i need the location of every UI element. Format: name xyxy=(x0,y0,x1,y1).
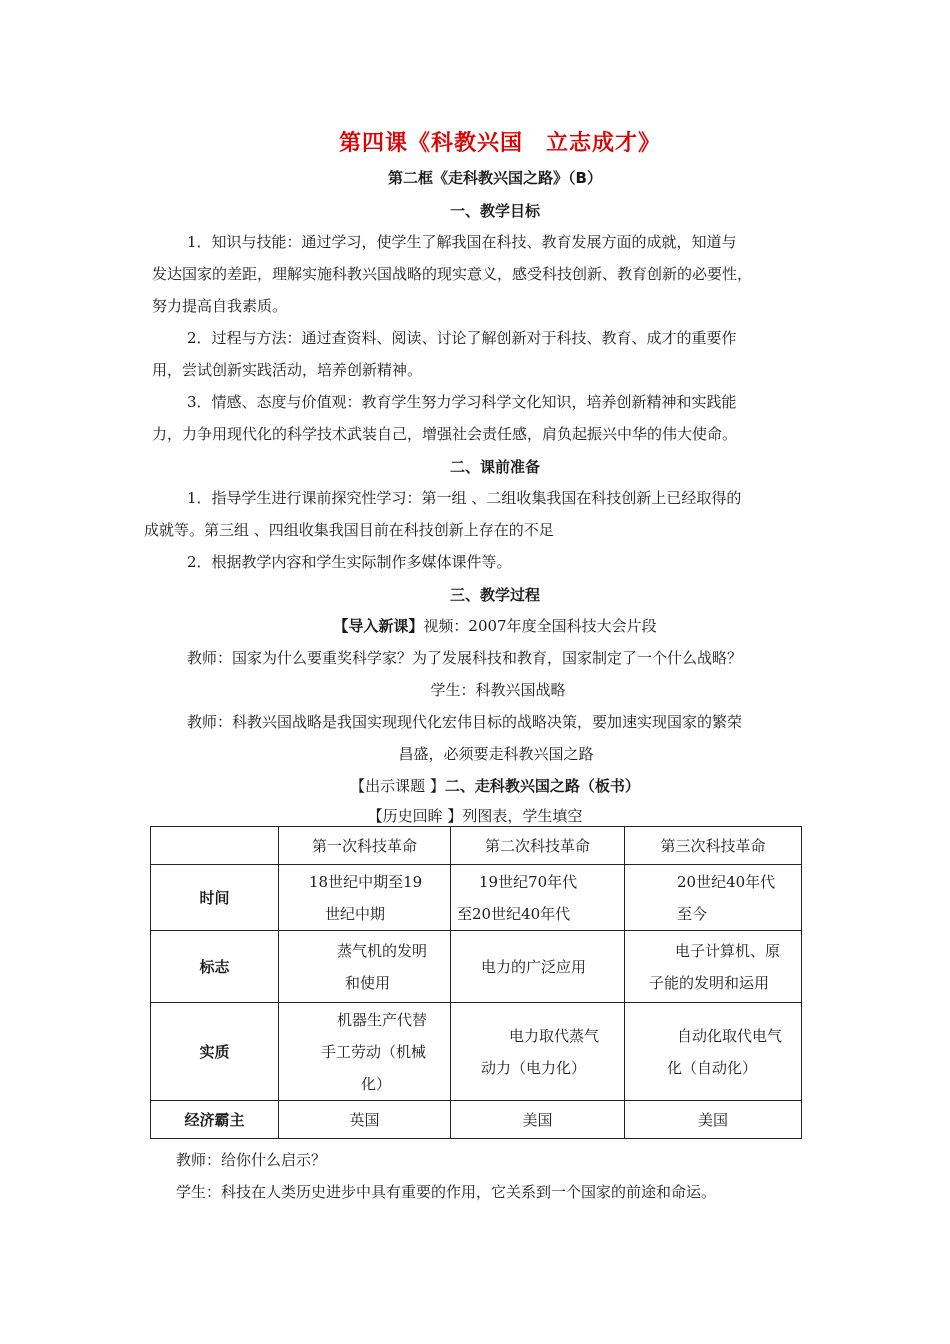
cell-line: 电力取代蒸气 xyxy=(509,1026,600,1045)
dialogue-line: 教师：给你什么启示？ xyxy=(176,1151,327,1169)
table-cell xyxy=(279,931,451,1003)
topic-tag: 【出示课题 】 xyxy=(350,777,445,795)
table-row xyxy=(151,865,802,931)
table-row xyxy=(151,1003,802,1101)
cell-line: 20世纪40年代 xyxy=(677,872,776,891)
paragraph-line: 用，尝试创新实践活动，培养创新精神。 xyxy=(152,361,423,379)
intro-text: 视频：2007年度全国科技大会片段 xyxy=(423,617,657,635)
cell-line: 世纪中期 xyxy=(325,904,386,923)
paragraph-line: 努力提高自我素质。 xyxy=(152,297,288,315)
dialogue-line: 教师：科教兴国战略是我国实现现代化宏伟目标的战略决策，要加速实现国家的繁荣 xyxy=(187,713,743,731)
topic-line xyxy=(0,776,950,796)
dialogue-line: 学生：科技在人类历史进步中具有重要的作用，它关系到一个国家的前途和命运。 xyxy=(176,1183,717,1201)
paragraph-line: 成就等。第三组 、四组收集我国目前在科技创新上存在的不足 xyxy=(144,521,554,539)
table-cell: 美国 xyxy=(625,1101,802,1139)
table-cell xyxy=(451,931,625,1003)
table-row xyxy=(151,1101,802,1139)
row-label: 标志 xyxy=(151,931,279,1003)
table-header-cell: 第一次科技革命 xyxy=(279,827,451,865)
cell-line: 蒸气机的发明 xyxy=(337,941,428,960)
topic-text: 二、走科教兴国之路（板书） xyxy=(444,777,640,795)
paragraph-line: 1．指导学生进行课前探究性学习：第一组 、二组收集我国在科技创新上已经取得的 xyxy=(187,489,742,507)
paragraph-line: 2．根据教学内容和学生实际制作多媒体课件等。 xyxy=(187,553,512,571)
table-cell xyxy=(279,1003,451,1101)
review-line: 【历史回眸 】列图表，学生填空 xyxy=(367,807,583,825)
cell-line: 自动化取代电气 xyxy=(677,1026,783,1045)
dialogue-line: 学生：科教兴国战略 xyxy=(430,681,566,699)
page-title: 第四课《科教兴国 立志成才》 xyxy=(338,131,661,156)
cell-line: 18世纪中期至19 xyxy=(309,872,423,891)
cell-line: 动力（电力化） xyxy=(481,1058,587,1077)
section-heading-preparation: 二、课前准备 xyxy=(449,458,540,476)
paragraph-line: 3．情感、态度与价值观：教育学生努力学习科学文化知识，培养创新精神和实践能 xyxy=(187,393,737,411)
tech-revolution-table xyxy=(150,826,802,1139)
table-cell xyxy=(451,1003,625,1101)
dialogue-line: 昌盛，必须要走科教兴国之路 xyxy=(398,745,594,763)
cell-line: 机器生产代替 xyxy=(337,1010,428,1029)
cell-line: 化） xyxy=(361,1074,392,1093)
cell-line: 电力的广泛应用 xyxy=(481,957,587,976)
row-label: 实质 xyxy=(151,1003,279,1101)
cell-line: 和使用 xyxy=(345,973,391,992)
table-header-cell: 第三次科技革命 xyxy=(625,827,802,865)
table-header-cell: 第二次科技革命 xyxy=(451,827,625,865)
cell-line: 至20世纪40年代 xyxy=(457,904,571,923)
table-cell xyxy=(451,865,625,931)
table-cell xyxy=(279,865,451,931)
paragraph-line: 发达国家的差距，理解实施科教兴国战略的现实意义，感受科技创新、教育创新的必要性， xyxy=(152,265,753,283)
cell-line: 手工劳动（机械 xyxy=(321,1042,427,1061)
table-cell xyxy=(625,865,802,931)
table-cell: 英国 xyxy=(279,1101,451,1139)
dialogue-line: 教师：国家为什么要重奖科学家？为了发展科技和教育，国家制定了一个什么战略？ xyxy=(187,649,743,667)
row-label: 时间 xyxy=(151,865,279,931)
row-label: 经济霸主 xyxy=(151,1101,279,1139)
table-row xyxy=(151,931,802,1003)
cell-line: 子能的发明和运用 xyxy=(649,973,770,992)
page-subtitle: 第二框《走科教兴国之路》（B） xyxy=(388,169,602,187)
cell-line: 至今 xyxy=(677,904,708,923)
cell-line: 电子计算机、原 xyxy=(675,941,781,960)
intro-tag: 【导入新课】 xyxy=(333,617,424,635)
table-cell xyxy=(625,931,802,1003)
paragraph-line: 力，力争用现代化的科学技术武装自己，增强社会责任感，肩负起振兴中华的伟大使命。 xyxy=(152,425,738,443)
cell-line: 化（自动化） xyxy=(667,1058,758,1077)
cell-line: 19世纪70年代 xyxy=(479,872,578,891)
table-cell xyxy=(625,1003,802,1101)
table-cell: 美国 xyxy=(451,1101,625,1139)
paragraph-line: 1．知识与技能：通过学习，使学生了解我国在科技、教育发展方面的成就，知道与 xyxy=(187,233,737,251)
intro-line xyxy=(0,616,950,636)
section-heading-process: 三、教学过程 xyxy=(449,586,540,604)
paragraph-line: 2．过程与方法：通过查资料、阅读、讨论了解创新对于科技、教育、成才的重要作 xyxy=(187,329,737,347)
table-header-row xyxy=(151,827,802,865)
table-header-cell xyxy=(151,827,279,865)
section-heading-objectives: 一、教学目标 xyxy=(449,202,540,220)
